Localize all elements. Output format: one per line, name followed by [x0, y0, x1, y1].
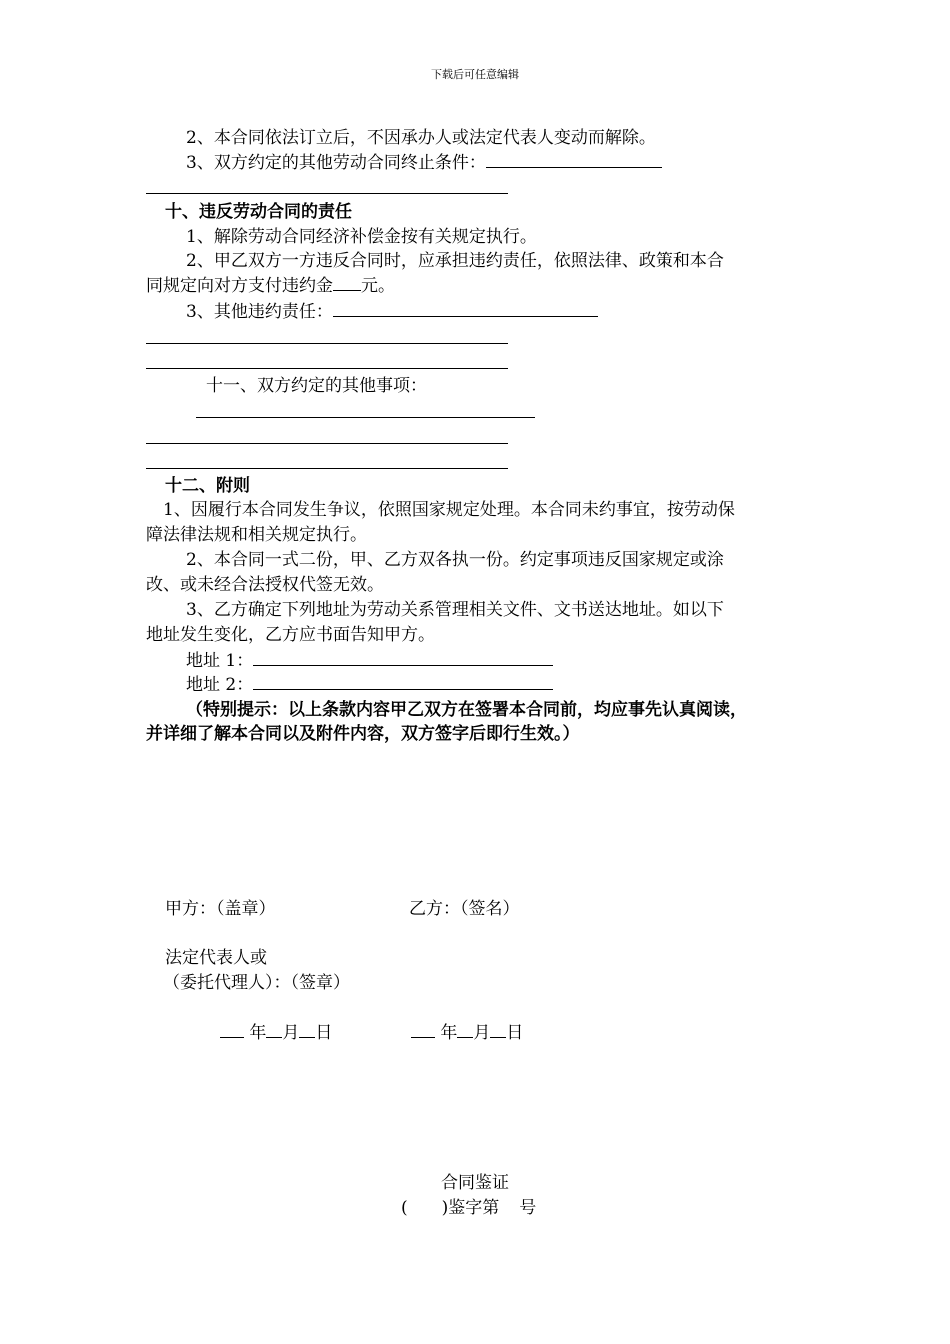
section12-item3-line2: 地址发生变化，乙方应书面告知甲方。	[146, 625, 435, 645]
verification-suffix: 号	[519, 1198, 537, 1218]
verification-prefix: )鉴字第	[441, 1198, 500, 1218]
section12-item2-line2: 改、或未经合法授权代签无效。	[146, 575, 384, 595]
section12-item1-line1: 1、因履行本合同发生争议，依照国家规定处理。本合同未约事宜，按劳动保	[163, 500, 735, 520]
fill-in-line[interactable]	[146, 368, 508, 369]
party-b-date	[411, 1022, 523, 1044]
section10-item3	[186, 301, 598, 323]
legal-representative-label: 法定代表人或	[165, 948, 267, 968]
address2-blank[interactable]	[253, 675, 553, 690]
address1-label: 地址 1：	[186, 651, 254, 671]
fill-in-line[interactable]	[146, 443, 508, 444]
address2-label: 地址 2：	[186, 675, 254, 695]
verification-open-paren: (	[401, 1198, 408, 1218]
other-liability-blank[interactable]	[333, 302, 598, 317]
penalty-text: 同规定向对方支付违约金	[146, 276, 333, 296]
day-blank[interactable]	[490, 1023, 506, 1038]
month-blank[interactable]	[457, 1023, 473, 1038]
special-notice-line2: 并详细了解本合同以及附件内容，双方签字后即行生效。）	[146, 724, 580, 744]
authorized-agent-label: （委托代理人）：（签章）	[163, 973, 350, 993]
address2-row	[186, 674, 553, 696]
month-blank[interactable]	[266, 1023, 282, 1038]
section12-item3-line1: 3、乙方确定下列地址为劳动关系管理相关文件、文书送达地址。如以下	[186, 600, 724, 620]
party-b-signature: 乙方：（签名）	[409, 899, 520, 919]
year-blank[interactable]	[411, 1023, 435, 1038]
day-label: 日	[315, 1023, 333, 1043]
verification-number	[401, 1197, 536, 1219]
party-a-date	[220, 1022, 332, 1044]
fill-in-line[interactable]	[196, 417, 535, 418]
section12-item2-line1: 2、本合同一式二份，甲、乙方双各执一份。约定事项违反国家规定或涂	[186, 550, 724, 570]
section10-item2-line2	[146, 275, 395, 297]
month-label: 月	[282, 1023, 300, 1043]
month-label: 月	[473, 1023, 491, 1043]
section10-item1: 1、解除劳动合同经济补偿金按有关规定执行。	[186, 227, 537, 247]
section9-item2: 2、本合同依法订立后，不因承办人或法定代表人变动而解除。	[186, 128, 656, 148]
section9-item3-label: 3、双方约定的其他劳动合同终止条件：	[186, 153, 486, 173]
penalty-amount-blank[interactable]	[333, 276, 361, 291]
section10-item2-line1: 2、甲乙双方一方违反合同时，应承担违约责任，依照法律、政策和本合	[186, 251, 724, 271]
section12-item1-line2: 障法律法规和相关规定执行。	[146, 525, 367, 545]
day-label: 日	[506, 1023, 524, 1043]
fill-in-line[interactable]	[146, 468, 508, 469]
section10-item3-label: 3、其他违约责任：	[186, 302, 333, 322]
day-blank[interactable]	[299, 1023, 315, 1038]
year-label: 年	[249, 1023, 267, 1043]
year-blank[interactable]	[220, 1023, 244, 1038]
address1-blank[interactable]	[253, 651, 553, 666]
penalty-unit: 元。	[361, 276, 395, 296]
fill-in-line[interactable]	[146, 193, 508, 194]
section11-title: 十一、双方约定的其他事项：	[206, 376, 427, 396]
section10-title: 十、违反劳动合同的责任	[165, 202, 352, 222]
page-header-note: 下载后可任意编辑	[431, 68, 519, 81]
termination-conditions-blank[interactable]	[486, 153, 662, 168]
fill-in-line[interactable]	[146, 343, 508, 344]
address1-row	[186, 650, 553, 672]
party-a-seal: 甲方：（盖章）	[165, 899, 276, 919]
special-notice-line1: （特别提示：以上条款内容甲乙双方在签署本合同前，均应事先认真阅读，	[186, 700, 747, 720]
section9-item3	[186, 152, 662, 174]
section12-title: 十二、附则	[165, 476, 250, 496]
year-label: 年	[440, 1023, 458, 1043]
contract-verification-title: 合同鉴证	[441, 1173, 509, 1193]
